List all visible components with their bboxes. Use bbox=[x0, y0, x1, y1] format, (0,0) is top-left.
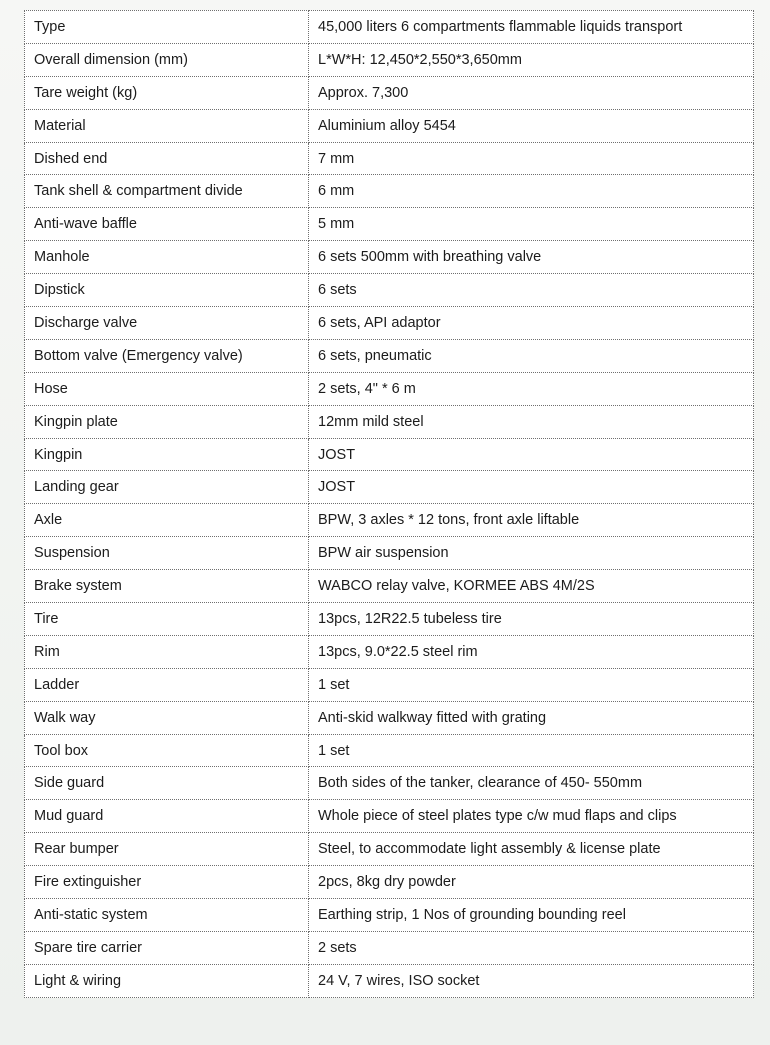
table-row bbox=[25, 274, 754, 307]
spec-label: Fire extinguisher bbox=[25, 866, 309, 899]
spec-value: 6 mm bbox=[309, 175, 754, 208]
spec-value: 13pcs, 12R22.5 tubeless tire bbox=[309, 603, 754, 636]
table-row bbox=[25, 175, 754, 208]
table-row bbox=[25, 833, 754, 866]
spec-label: Tool box bbox=[25, 734, 309, 767]
spec-label: Brake system bbox=[25, 570, 309, 603]
table-row bbox=[25, 109, 754, 142]
table-row bbox=[25, 668, 754, 701]
spec-value: 2 sets, 4" * 6 m bbox=[309, 372, 754, 405]
spec-label: Axle bbox=[25, 504, 309, 537]
table-row bbox=[25, 11, 754, 44]
table-row bbox=[25, 899, 754, 932]
spec-label: Hose bbox=[25, 372, 309, 405]
table-row bbox=[25, 537, 754, 570]
spec-label: Side guard bbox=[25, 767, 309, 800]
table-row bbox=[25, 866, 754, 899]
spec-value: 7 mm bbox=[309, 142, 754, 175]
table-row bbox=[25, 142, 754, 175]
spec-label: Manhole bbox=[25, 241, 309, 274]
table-row bbox=[25, 931, 754, 964]
spec-value: L*W*H: 12,450*2,550*3,650mm bbox=[309, 43, 754, 76]
spec-value: Approx. 7,300 bbox=[309, 76, 754, 109]
spec-label: Rim bbox=[25, 635, 309, 668]
table-row bbox=[25, 701, 754, 734]
spec-label: Material bbox=[25, 109, 309, 142]
table-row bbox=[25, 307, 754, 340]
spec-value: Whole piece of steel plates type c/w mud flaps and clips bbox=[309, 800, 754, 833]
table-row bbox=[25, 43, 754, 76]
spec-value: JOST bbox=[309, 438, 754, 471]
spec-value: 12mm mild steel bbox=[309, 405, 754, 438]
table-row bbox=[25, 372, 754, 405]
spec-label: Light & wiring bbox=[25, 964, 309, 997]
spec-label: Type bbox=[25, 11, 309, 44]
spec-label: Tank shell & compartment divide bbox=[25, 175, 309, 208]
spec-value: 1 set bbox=[309, 734, 754, 767]
spec-value: 2 sets bbox=[309, 931, 754, 964]
spec-label: Tire bbox=[25, 603, 309, 636]
spec-label: Anti-static system bbox=[25, 899, 309, 932]
table-row bbox=[25, 471, 754, 504]
spec-label: Spare tire carrier bbox=[25, 931, 309, 964]
spec-label: Rear bumper bbox=[25, 833, 309, 866]
spec-value: Steel, to accommodate light assembly & license plate bbox=[309, 833, 754, 866]
spec-label: Dished end bbox=[25, 142, 309, 175]
spec-value: Aluminium alloy 5454 bbox=[309, 109, 754, 142]
table-row bbox=[25, 635, 754, 668]
table-row bbox=[25, 241, 754, 274]
spec-value: 6 sets, API adaptor bbox=[309, 307, 754, 340]
spec-label: Mud guard bbox=[25, 800, 309, 833]
spec-table-body bbox=[25, 11, 754, 998]
spec-value: Earthing strip, 1 Nos of grounding bounding reel bbox=[309, 899, 754, 932]
table-row bbox=[25, 438, 754, 471]
spec-label: Anti-wave baffle bbox=[25, 208, 309, 241]
spec-value: 5 mm bbox=[309, 208, 754, 241]
spec-value: BPW, 3 axles * 12 tons, front axle liftable bbox=[309, 504, 754, 537]
spec-value: 1 set bbox=[309, 668, 754, 701]
spec-label: Overall dimension (mm) bbox=[25, 43, 309, 76]
spec-label: Walk way bbox=[25, 701, 309, 734]
spec-value: 24 V, 7 wires, ISO socket bbox=[309, 964, 754, 997]
spec-label: Tare weight (kg) bbox=[25, 76, 309, 109]
spec-value: Anti-skid walkway fitted with grating bbox=[309, 701, 754, 734]
table-row bbox=[25, 208, 754, 241]
spec-label: Ladder bbox=[25, 668, 309, 701]
spec-label: Kingpin bbox=[25, 438, 309, 471]
table-row bbox=[25, 570, 754, 603]
table-row bbox=[25, 964, 754, 997]
table-row bbox=[25, 504, 754, 537]
table-row bbox=[25, 734, 754, 767]
spec-label: Suspension bbox=[25, 537, 309, 570]
table-row bbox=[25, 800, 754, 833]
spec-value: WABCO relay valve, KORMEE ABS 4M/2S bbox=[309, 570, 754, 603]
spec-label: Kingpin plate bbox=[25, 405, 309, 438]
spec-value: 6 sets 500mm with breathing valve bbox=[309, 241, 754, 274]
table-row bbox=[25, 603, 754, 636]
spec-label: Discharge valve bbox=[25, 307, 309, 340]
spec-value: BPW air suspension bbox=[309, 537, 754, 570]
spec-value: Both sides of the tanker, clearance of 450- 550mm bbox=[309, 767, 754, 800]
spec-value: 6 sets bbox=[309, 274, 754, 307]
spec-value: 13pcs, 9.0*22.5 steel rim bbox=[309, 635, 754, 668]
spec-value: 2pcs, 8kg dry powder bbox=[309, 866, 754, 899]
spec-value: 45,000 liters 6 compartments flammable liquids transport bbox=[309, 11, 754, 44]
table-row bbox=[25, 405, 754, 438]
table-row bbox=[25, 339, 754, 372]
table-row bbox=[25, 767, 754, 800]
spec-value: JOST bbox=[309, 471, 754, 504]
spec-label: Bottom valve (Emergency valve) bbox=[25, 339, 309, 372]
spec-label: Landing gear bbox=[25, 471, 309, 504]
spec-value: 6 sets, pneumatic bbox=[309, 339, 754, 372]
spec-label: Dipstick bbox=[25, 274, 309, 307]
table-row bbox=[25, 76, 754, 109]
spec-table bbox=[24, 10, 754, 998]
